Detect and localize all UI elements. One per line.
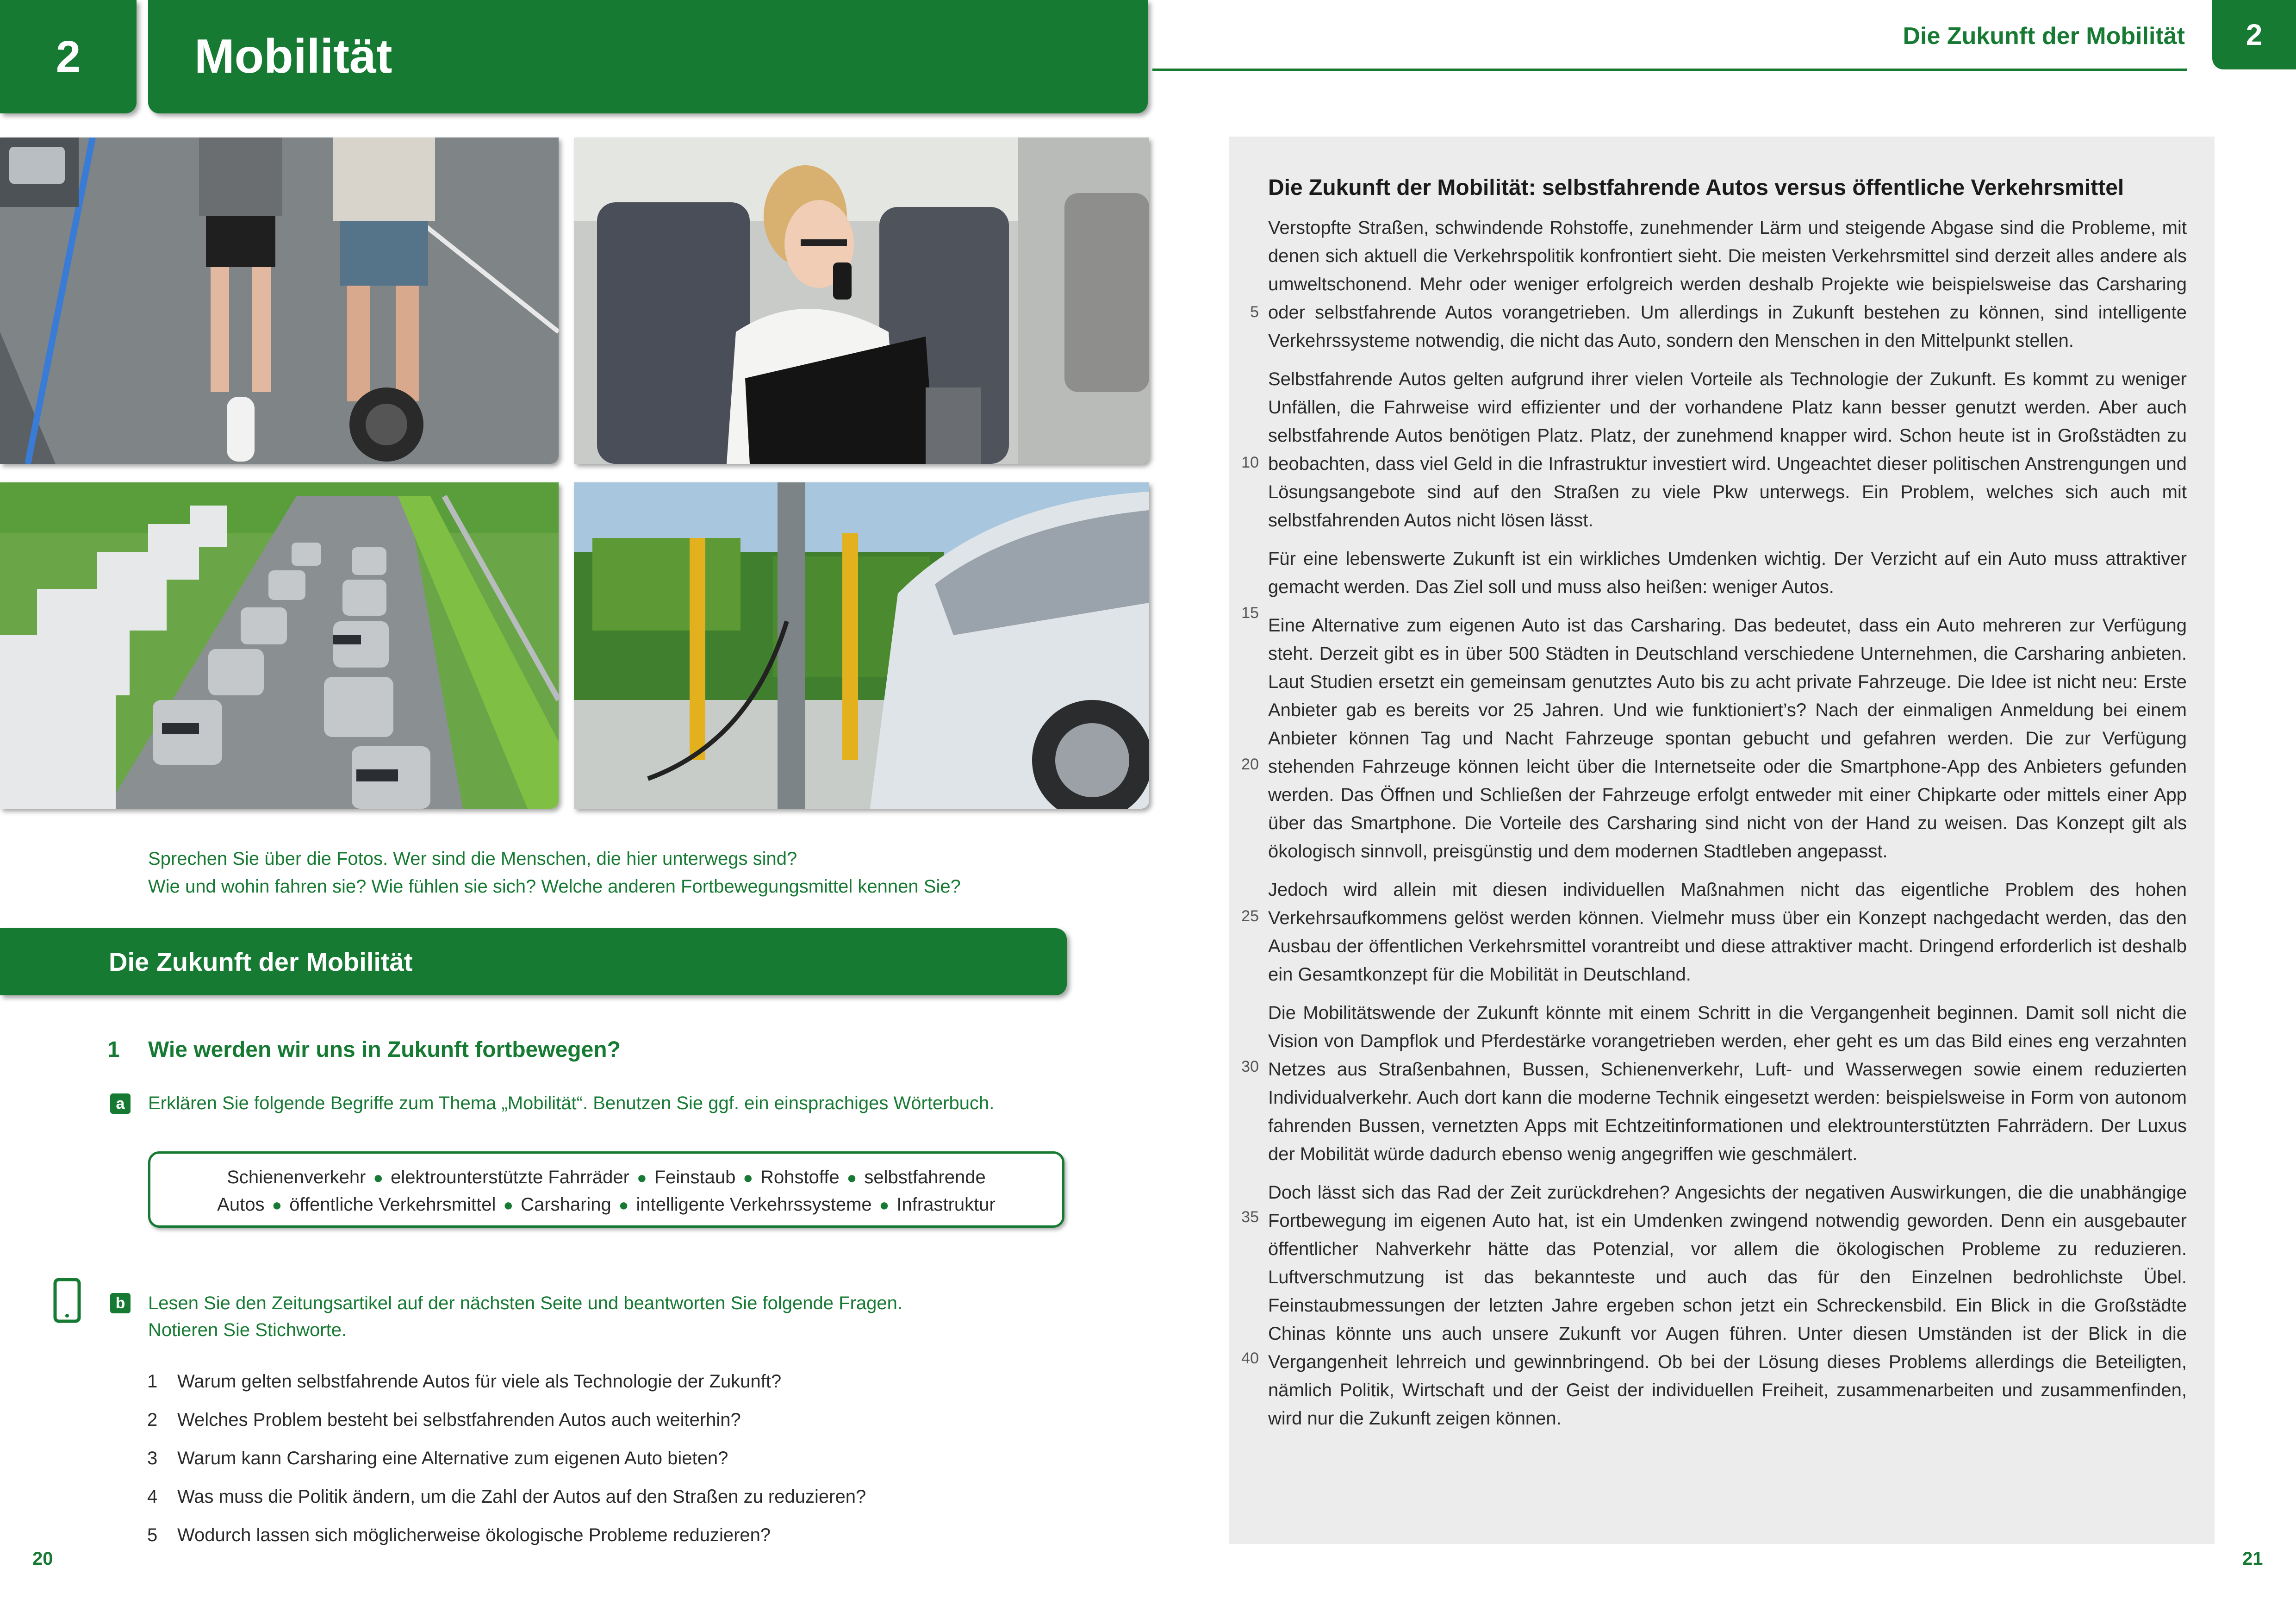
term: Rohstoffe <box>760 1167 840 1187</box>
chapter-tab-number: 2 <box>2246 18 2263 51</box>
bullet-dot-icon: ● <box>879 1195 890 1214</box>
question-number: 3 <box>147 1448 158 1468</box>
line-number: 30 <box>1241 1058 1259 1075</box>
article-title: Die Zukunft der Mobilität: selbstfahrende Autos versus öffentliche Verkehrsmittel <box>1268 175 2124 200</box>
header-rule <box>1152 69 2187 71</box>
line-number: 10 <box>1241 454 1259 471</box>
article-paragraph: Für eine lebenswerte Zukunft ist ein wirkliches Umdenken wichtig. Der Verzicht auf ein Auto muss attraktiver gemacht werden. Das Ziel soll und muss also heißen: weniger Autos. <box>1268 549 2187 597</box>
line-number: 25 <box>1241 907 1259 925</box>
article-paragraph: Selbstfahrende Autos gelten aufgrund ihrer vielen Vorteile als Technologie der Zukunft. Es kommt zu weniger Unfällen, die Fahrweise wird effizienter und der vorhandene Platz kann besser genutzt werden. Aber auch selbstfahrende Autos benötigen Platz. Platz, der zunehmend knapper wird. Schon heute ist in Großstädten zu beobachten, dass viel Geld in die Infrastruktur investiert wird. Ungeachtet dieser politischen Anstrengungen und Lösungsangebote sind auf den Straßen zu viele Pkw unterwegs. Ein Problem, welches sich auch mit selbstfahrenden Autos nicht lösen lässt. <box>1268 369 2187 531</box>
question-number: 2 <box>147 1410 158 1430</box>
line-number: 40 <box>1241 1349 1259 1367</box>
part-b-instruction <box>148 1290 1074 1343</box>
chapter-title: Mobilität <box>194 30 392 83</box>
term: elektrounterstützte Fahrräder <box>391 1167 629 1187</box>
article-paragraph: Jedoch wird allein mit diesen individuellen Maßnahmen nicht das eigentliche Problem des hohen Verkehrsaufkommens gelöst werden können. Vielmehr muss über ein Konzept nachgedacht werden, das den Ausbau der öffentlichen Verkehrsmittel vorantreibt und diese attraktiver macht. Dringend erforderlich ist deshalb ein Gesamtkonzept für die Mobilität in Deutschland. <box>1268 880 2187 985</box>
chapter-number: 2 <box>56 31 81 81</box>
vocabulary-box <box>148 1151 1064 1228</box>
term: Feinstaub <box>654 1167 736 1187</box>
article-paragraph: Eine Alternative zum eigenen Auto ist das Carsharing. Das bedeutet, dass ein Auto mehreren zur Verfügung steht. Derzeit gibt es in über 500 Städten in Deutschland verschiedene Unternehmen, die Carsharing anbieten. Laut Studien ersetzt ein gemeinsam genutztes Auto bis zu acht private Fahrzeuge. Die Idee ist nicht neu: Erste Anbieter gab es bereits vor 25 Jahren. Und wie funktioniert’s? Nach der einmaligen Anmeldung bei einem Anbieter können Tag und Nacht Fahrzeuge spontan gebucht und gefahren werden. Die zur Verfügung stehenden Fahrzeuge können leicht über die Internetseite oder die Smartphone-App des Anbieters gefunden werden. Das Öffnen und Schließen der Fahrzeuge erfolgt entweder mit einer Chipkarte oder mittels einer App über das Smartphone. Die Vorteile des Carsharing sind nicht von der Hand zu weisen. Das Konzept gilt als ökologisch sinnvoll, preisgünstig und dem modernen Stadtleben angepasst. <box>1268 615 2187 862</box>
bullet-dot-icon: ● <box>618 1195 629 1214</box>
bullet-dot-icon: ● <box>373 1168 384 1187</box>
page-number-left: 20 <box>32 1549 53 1569</box>
bullet-dot-icon: ● <box>272 1195 282 1214</box>
article-body <box>1268 214 2187 1443</box>
term: öffentliche Verkehrsmittel <box>289 1194 496 1215</box>
tablet-icon <box>53 1278 81 1324</box>
task-number: 1 <box>107 1037 120 1062</box>
article-paragraph: Verstopfte Straßen, schwindende Rohstoffe, zunehmender Lärm und steigende Abgase sind die Probleme, mit denen sich aktuell die Verkehrspolitik konfrontiert sieht. Die meisten Verkehrsmittel sind derzeit alles andere als umweltschonend. Mehr oder weniger erfolgreich werden deshalb Projekte wie beispielsweise das Carsharing oder selbstfahrende Autos vorangetrieben. Um allerdings in Zukunft bestehen zu können, sind intelligente Verkehrssysteme notwendig, die nicht das Auto, sondern den Menschen in den Mittelpunkt stellen. <box>1268 218 2187 351</box>
question-number: 4 <box>147 1487 158 1507</box>
term: selbstfahrende Autos <box>217 1167 986 1215</box>
photo-electric-car-charging <box>574 482 1149 809</box>
chapter-tab <box>2212 0 2296 69</box>
bullet-dot-icon: ● <box>503 1195 514 1214</box>
question-text: Welches Problem besteht bei selbstfahrenden Autos auch weiterhin? <box>177 1410 741 1430</box>
article-paragraph: Doch lässt sich das Rad der Zeit zurückdrehen? Angesichts der negativen Auswirkungen, die die unabhängige Fortbewegung im eigenen Auto hat, ist ein Umdenken zwingend notwendig geworden. Denn ein ausgebauter öffentlicher Nahverkehr hätte das Potenzial, vor allem die ökologischen Probleme zu reduzieren. Luftverschmutzung ist das bekannteste und auch das für den Einzelnen bedrohlichste Übel. Feinstaubmessungen der letzten Jahre ergeben schon jetzt ein Schreckensbild. Ein Blick in die Großstädte Chinas könnte uns auch unsere Zukunft vor Augen führen. Unter diesen Umständen ist der Blick in die Vergangenheit lehrreich und gewinnbringend. Ob bei der Lösung dieses Problems allerdings die Beteiligten, nämlich Politik, Wirtschaft und der Geist der individuellen Freiheit, zusammenarbeiten und zusammenfinden, wird nur die Zukunft zeigen können. <box>1268 1182 2187 1429</box>
task-title: Wie werden wir uns in Zukunft fortbewegen? <box>148 1037 621 1062</box>
term: Infrastruktur <box>896 1194 996 1215</box>
prompt-line-2: Wie und wohin fahren sie? Wie fühlen sie sich? Welche anderen Fortbewegungsmittel kennen Sie? <box>148 876 961 897</box>
bullet-dot-icon: ● <box>636 1168 647 1187</box>
line-number: 5 <box>1250 303 1259 321</box>
section-title: Die Zukunft der Mobilität <box>109 947 413 976</box>
chapter-number-box <box>0 0 137 113</box>
photo-discussion-prompt <box>148 845 1120 900</box>
question-text: Warum kann Carsharing eine Alternative zum eigenen Auto bieten? <box>177 1448 728 1468</box>
term: intelligente Verkehrssysteme <box>636 1194 872 1215</box>
part-b-instruction-line-1: Lesen Sie den Zeitungsartikel auf der nächsten Seite und beantworten Sie folgende Fragen. <box>148 1293 902 1313</box>
page-number-right: 21 <box>2242 1549 2263 1569</box>
article-paragraph: Die Mobilitätswende der Zukunft könnte mit einem Schritt in die Vergangenheit beginnen. Damit soll nicht die Vision von Dampflok und Pferdestärke vorangetrieben werden, eher geht es um das Bild eines eng verzahnten Netzes aus Straßenbahnen, Bussen, Schienenverkehr, Luft- und Wasserwegen sowie einem reduzierten Individualverkehr. Auch dort kann die moderne Technik eingesetzt werden: beispielsweise in Form von autonom fahrenden Bussen, vernetzten Apps mit Echtzeitinformationen und elektrounterstützten Fahrrädern. Der Luxus der Mobilität würde dadurch ebenso wenig angegriffen wie geschmälert. <box>1268 1003 2187 1164</box>
photo-woman-in-train <box>574 137 1149 464</box>
part-b-instruction-line-2: Notieren Sie Stichworte. <box>148 1320 347 1340</box>
line-number: 35 <box>1241 1208 1259 1226</box>
part-b-badge: b <box>110 1293 131 1313</box>
part-a-instruction: Erklären Sie folgende Begriffe zum Thema „Mobilität“. Benutzen Sie ggf. ein einsprachiges Wörterbuch. <box>148 1093 995 1113</box>
photo-unicycle-riders <box>0 137 559 464</box>
running-header-title: Die Zukunft der Mobilität <box>1903 23 2185 50</box>
line-number: 20 <box>1241 756 1259 773</box>
bullet-dot-icon: ● <box>846 1168 857 1187</box>
question-number: 1 <box>147 1371 158 1392</box>
term: Schienenverkehr <box>227 1167 366 1187</box>
question-text: Warum gelten selbstfahrende Autos für viele als Technologie der Zukunft? <box>177 1371 782 1392</box>
question-number: 5 <box>147 1525 158 1545</box>
question-text: Wodurch lassen sich möglicherweise ökologische Probleme reduzieren? <box>177 1525 771 1545</box>
line-number: 15 <box>1241 604 1259 622</box>
photo-traffic-jam <box>0 482 559 809</box>
term: Carsharing <box>521 1194 611 1215</box>
section-title-bar <box>0 928 1067 995</box>
chapter-title-bar <box>148 0 1148 113</box>
prompt-line-1: Sprechen Sie über die Fotos. Wer sind die Menschen, die hier unterwegs sind? <box>148 849 797 869</box>
bullet-dot-icon: ● <box>743 1168 753 1187</box>
question-text: Was muss die Politik ändern, um die Zahl der Autos auf den Straßen zu reduzieren? <box>177 1487 866 1507</box>
part-a-badge: a <box>110 1093 131 1114</box>
